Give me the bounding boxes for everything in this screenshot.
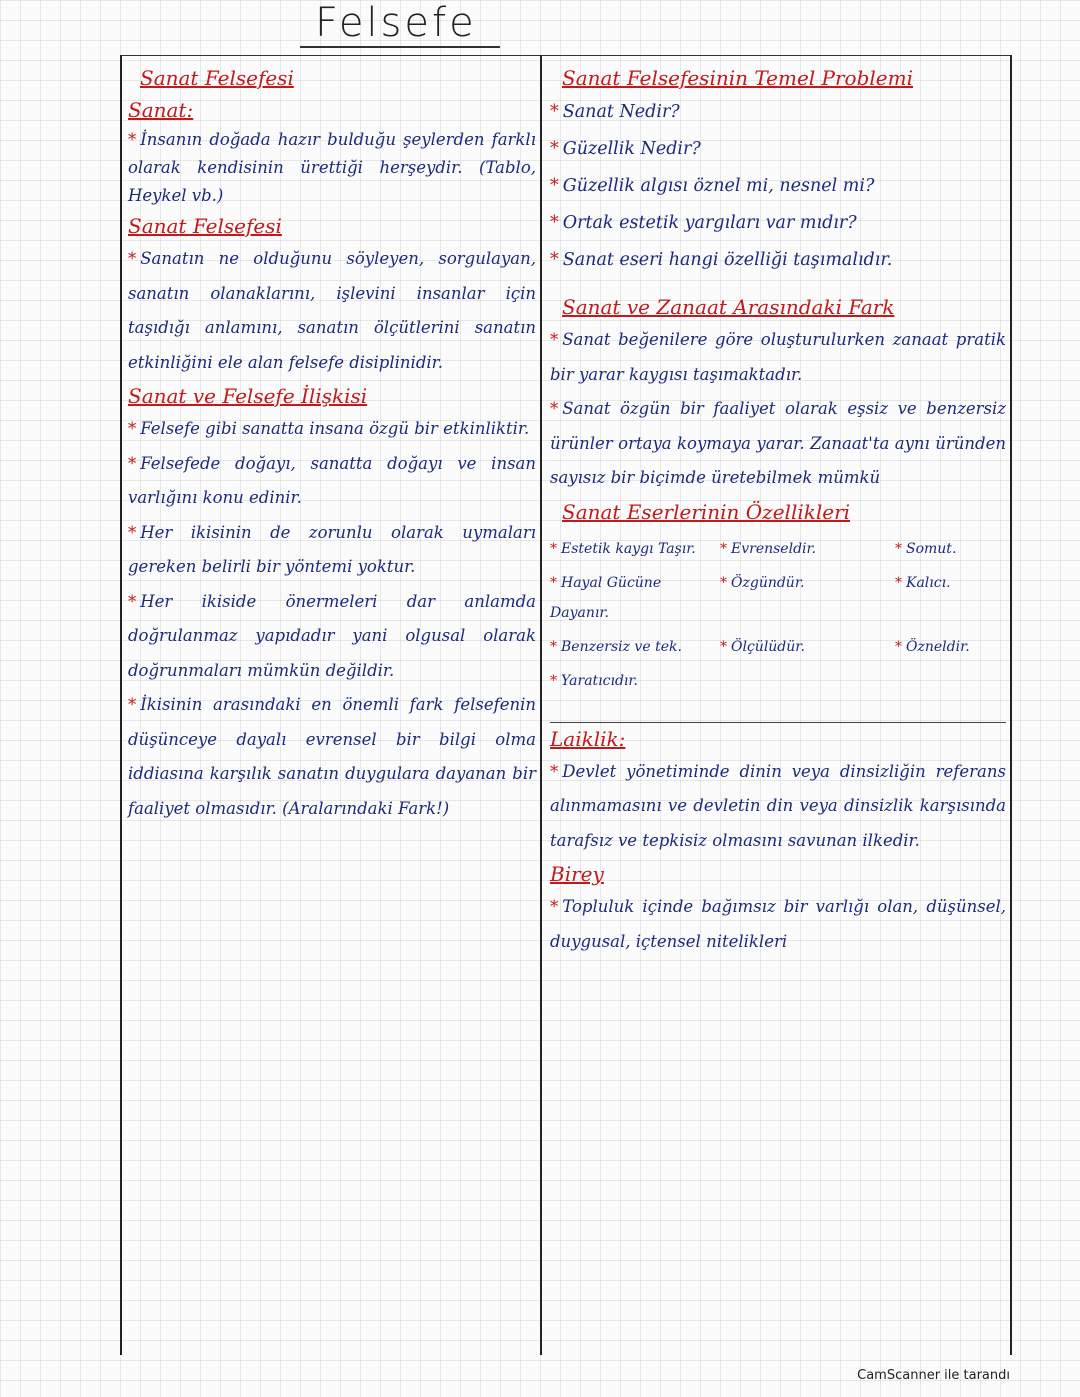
star-icon: * xyxy=(550,176,559,196)
list-item: * Estetik kaygı Taşır. xyxy=(550,540,696,557)
list-item: * Evrenseldir. xyxy=(720,540,817,557)
list-item: * Güzellik algısı öznel mi, nesnel mi? xyxy=(550,176,875,196)
difference-heading: Sanat ve Zanaat Arasındaki Fark xyxy=(562,295,895,319)
list-item: * Sanat beğenilere göre oluşturulurken zanaat pratik bir yarar kaygısı taşımaktadır. xyxy=(550,330,1006,384)
scanner-watermark: CamScanner ile tarandı xyxy=(857,1368,1010,1383)
features-grid xyxy=(550,534,1006,696)
list-item: * Sanat Nedir? xyxy=(550,102,680,122)
page-title: Felsefe xyxy=(315,0,477,46)
star-icon: * xyxy=(895,574,902,591)
star-icon: * xyxy=(550,330,559,349)
star-icon: * xyxy=(128,591,137,611)
list-item: * Felsefede doğayı, sanatta doğayı ve insan varlığını konu edinir. xyxy=(128,453,536,507)
relation-heading: Sanat ve Felsefe İlişkisi xyxy=(128,384,368,408)
sanat-heading: Sanat: xyxy=(128,98,194,122)
star-icon: * xyxy=(720,540,727,557)
star-icon: * xyxy=(128,130,137,149)
left-column xyxy=(120,55,542,1355)
list-item: * Her ikiside önermeleri dar anlamda doğrulanmaz yapıdadır yani olgusal olarak doğrunmaları mümkün değildir. xyxy=(128,591,536,680)
birey-heading: Birey xyxy=(550,862,604,886)
star-icon: * xyxy=(550,897,559,916)
sf-heading: Sanat Felsefesi xyxy=(128,214,282,238)
star-icon: * xyxy=(895,540,902,557)
list-item: * İkisinin arasındaki en önemli fark felsefenin düşünceye dayalı evrensel bir bilgi olma iddiasına karşılık sanatın duygulara dayanan bir faaliyet olmasıdır. (Aralarındaki Fark!) xyxy=(128,695,536,818)
star-icon: * xyxy=(550,213,559,233)
problems-heading: Sanat Felsefesinin Temel Problemi xyxy=(562,66,913,90)
star-icon: * xyxy=(550,672,557,689)
laiklik-heading: Laiklik: xyxy=(550,726,626,751)
star-icon: * xyxy=(128,249,137,268)
sanat-definition: * İnsanın doğada hazır bulduğu şeylerden farklı olarak kendisinin ürettiği herşeydir. (Tablo, Heykel vb.) xyxy=(128,130,536,205)
features-heading: Sanat Eserlerinin Özellikleri xyxy=(562,499,851,524)
star-icon: * xyxy=(550,399,559,418)
star-icon: * xyxy=(128,522,137,542)
star-icon: * xyxy=(720,574,727,591)
birey-definition: * Topluluk içinde bağımsız bir varlığı olan, düşünsel, duygusal, içtensel nitelikleri xyxy=(550,897,1006,951)
list-item: * Sanat özgün bir faaliyet olarak eşsiz ve benzersiz ürünler ortaya koymaya yarar. Zanaat'ta aynı üründen sayısız bir biçimde üretebilmek mümkü xyxy=(550,399,1006,487)
list-item: * Güzellik Nedir? xyxy=(550,139,701,159)
problems-list xyxy=(550,94,1006,279)
list-item: * Felsefe gibi sanatta insana özgü bir etkinliktir. xyxy=(128,419,530,438)
list-item: * Kalıcı. xyxy=(895,574,951,591)
star-icon: * xyxy=(720,638,727,655)
list-item: * Hayal Gücüne Dayanır. xyxy=(550,574,662,621)
star-icon: * xyxy=(128,695,137,714)
star-icon: * xyxy=(550,540,557,557)
star-icon: * xyxy=(550,638,557,655)
sanat-felsefesi-heading: Sanat Felsefesi xyxy=(140,66,294,90)
laiklik-definition: * Devlet yönetiminde dinin veya dinsizliğin referans alınmamasını ve devletin din veya dinsizlik karşısında tarafsız ve tepkisiz olmasını savunan ilkedir. xyxy=(550,761,1006,850)
list-item: * Sanat eseri hangi özelliği taşımalıdır. xyxy=(550,250,893,270)
star-icon: * xyxy=(550,574,557,591)
star-icon: * xyxy=(550,761,559,781)
list-item: * Benzersiz ve tek. xyxy=(550,638,682,655)
list-item: * Yaratıcıdır. xyxy=(550,672,639,689)
list-item: * Ortak estetik yargıları var mıdır? xyxy=(550,213,857,233)
right-column xyxy=(542,55,1012,1355)
title-underline xyxy=(300,46,500,48)
star-icon: * xyxy=(128,453,137,473)
star-icon: * xyxy=(550,250,559,270)
list-item: * Her ikisinin de zorunlu olarak uymaları gereken belirli bir yöntemi yoktur. xyxy=(128,522,536,576)
star-icon: * xyxy=(550,139,559,159)
list-item: * Özgündür. xyxy=(720,574,805,591)
sf-definition: * Sanatın ne olduğunu söyleyen, sorgulayan, sanatın olanaklarını, işlevini insanlar için taşıdığı anlamını, sanatın ölçütlerini sanatın etkinliğini ele alan felsefe disiplinidir. xyxy=(128,249,536,372)
relation-list xyxy=(128,412,536,826)
star-icon: * xyxy=(128,419,137,438)
list-item: * Özneldir. xyxy=(895,638,970,655)
star-icon: * xyxy=(550,102,559,122)
star-icon: * xyxy=(895,638,902,655)
list-item: * Somut. xyxy=(895,540,957,557)
list-item: * Ölçülüdür. xyxy=(720,638,805,655)
